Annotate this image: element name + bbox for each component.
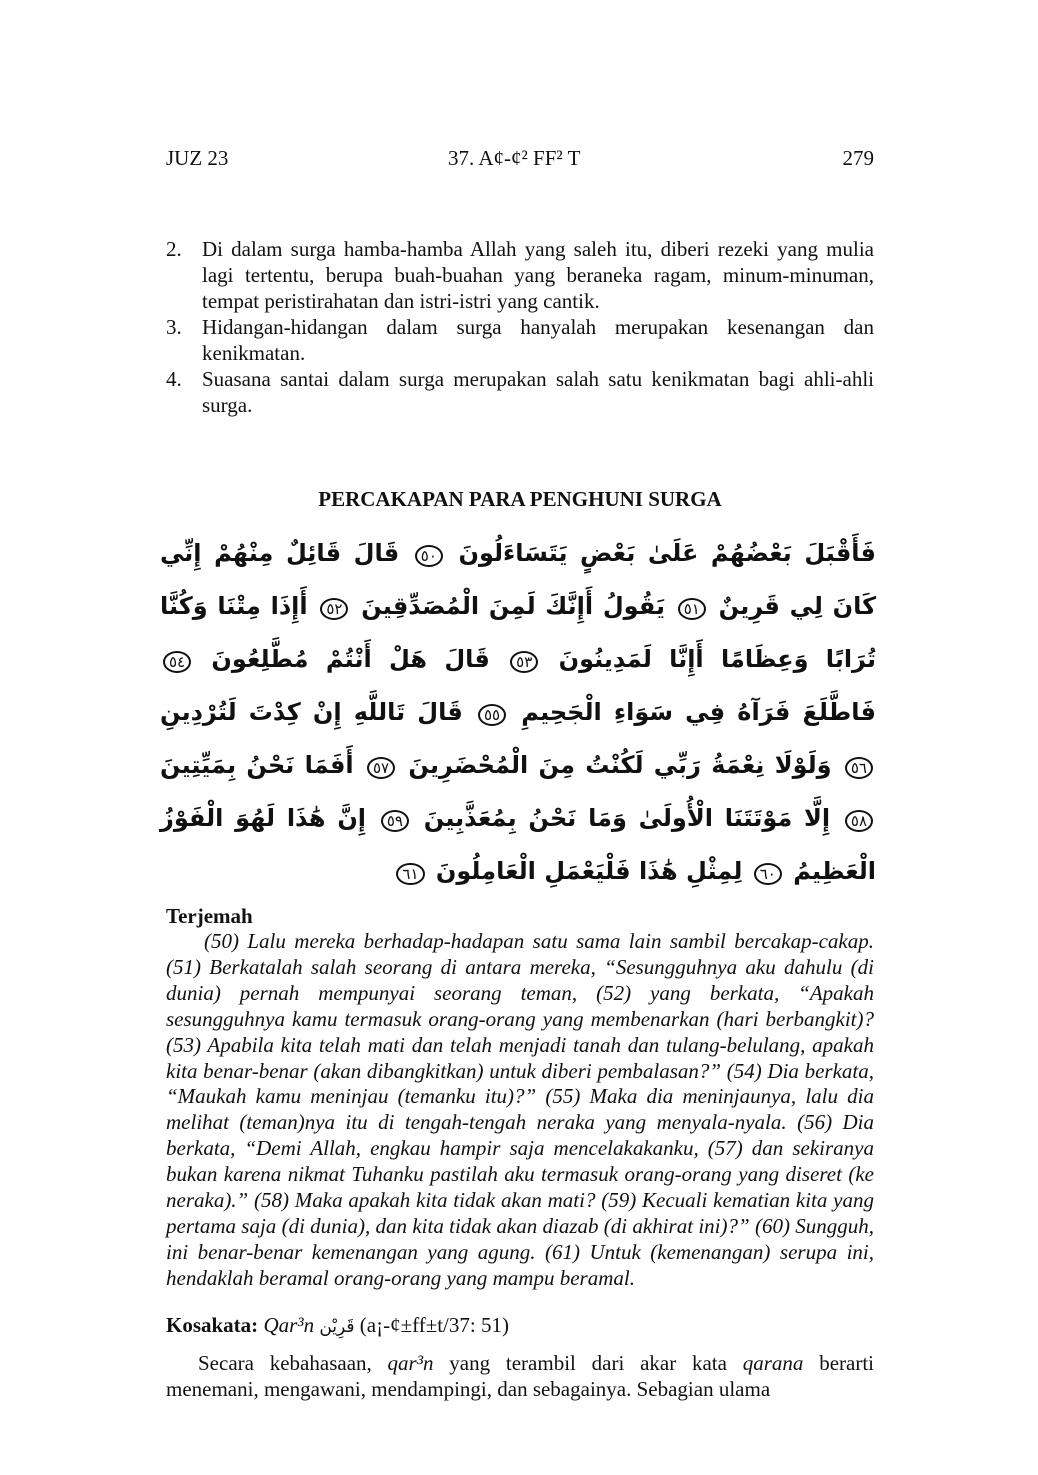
verse-number: ٥٢ (320, 598, 348, 620)
term: qarana (742, 1350, 804, 1375)
verse-number: ٦١ (396, 863, 424, 885)
verse-number: ٦٠ (754, 863, 782, 885)
verse-text: أَفَمَا نَحْنُ بِمَيِّتِينَ (160, 751, 354, 779)
vocabulary-arabic: قَرِيْن (319, 1316, 355, 1337)
verse-number: ٥٦ (845, 757, 873, 779)
item-text: Suasana santai dalam surga merupakan salah satu kenikmatan bagi ahli-ahli surga. (202, 367, 874, 417)
text: Secara kebahasaan, (198, 1350, 372, 1375)
verse-text: لِمِثْلِ (686, 857, 743, 885)
verse-text: فَرَآهُ فِي سَوَاءِ الْجَحِيمِ (521, 698, 791, 726)
translation-body: (50) Lalu mereka berhadap-hadapan satu sama lain sambil bercakap-cakap. (51) Berkatalah salah seorang di antara mereka, “Sesungguhnya aku dahulu (di dunia) pernah mempunyai seorang teman, (52) yang berkata, “Apakah sesungguhnya kamu termasuk orang-orang yang membenarkan (hari berbangkit)? (53) Apabila kita telah mati dan telah menjadi tanah dan tulang-belulang, apakah kita benar-benar (akan dibangkitkan) untuk diberi pembalasan?” (54) Dia berkata, “Maukah kamu meninjau (temanku itu)?” (55) Maka dia meninjaunya, lalu dia melihat (teman)nya itu di tengah-tengah neraka yang menyala-nyala. (56) Dia berkata, “Demi Allah, engkau hampir saja mencelakakanku, (57) dan sekiranya bukan karena nikmat Tuhanku pastilah aku termasuk orang-orang yang diseret (ke neraka).” (58) Maka apakah kita tidak akan mati? (59) Kecuali kematian kita yang pertama saja (di dunia), dan kita tidak akan diazab (di akhirat ini)?” (60) Sungguh, ini benar-benar kemenangan yang agung. (61) Untuk (kemenangan) serupa ini, hendaklah beramal orang-orang yang mampu beramal. (166, 929, 874, 1290)
arabic-line (393, 857, 677, 885)
verse-number: ٥٠ (415, 545, 443, 567)
verse-text: إِلَّا مَوْتَتَنَا الْأُولَىٰ وَمَا نَحْنُ بِمُعَذَّبِينَ (423, 804, 831, 832)
lesson-points (166, 236, 874, 418)
item-text: Hidangan-hidangan dalam surga hanyalah merupakan kesenangan dan kenikmatan. (202, 315, 874, 365)
verse-text: وَلَوْلَا نِعْمَةُ رَبِّي لَكُنْتُ مِنَ الْمُحْضَرِينَ (408, 751, 832, 779)
translation-heading: Terjemah (166, 904, 253, 928)
verse-number: ٥٣ (510, 651, 538, 673)
verse-number: ٥٥ (478, 704, 506, 726)
verse-text: قَالَ هَلْ أَنْتُمْ مُطَّلِعُونَ (211, 645, 490, 673)
verse-text: إِنَّ هَٰذَا لَهُوَ الْفَوْزُ الْعَظِيمُ (160, 804, 876, 885)
verse-text: أَإِذَا مِتْنَا وَكُنَّا تُرَابًا وَعِظَامًا أَإِنَّا لَمَدِينُونَ (160, 592, 877, 673)
verse-number: ٥٨ (845, 810, 873, 832)
arabic-verses (160, 528, 876, 899)
page-header (166, 146, 874, 172)
list-item (166, 366, 874, 418)
verse-text: يَقُولُ أَإِنَّكَ لَمِنَ (488, 592, 665, 620)
list-item (166, 236, 874, 314)
page-number: 279 (842, 146, 874, 170)
verse-number: ٥١ (678, 598, 706, 620)
verse-text: هَٰذَا فَلْيَعْمَلِ الْعَامِلُونَ (435, 857, 678, 885)
vocabulary-term: Qar³n (263, 1312, 315, 1337)
verse-text: فَاطَّلَعَ (802, 698, 877, 726)
text: yang terambil dari akar kata (449, 1350, 727, 1375)
verse-number: ٥٤ (163, 651, 191, 673)
translation-text (166, 929, 874, 1292)
explanation-paragraph (166, 1350, 874, 1402)
text: berarti menemani, mengawani, mendampingi, dan sebagainya. Sebagian ulama (166, 1350, 875, 1401)
item-text: Di dalam surga hamba-hamba Allah yang saleh itu, diberi rezeki yang mulia lagi tertentu, berupa buah-buahan yang beraneka ragam, minum-minuman, tempat peristirahatan dan istri-istri yang cantik. (202, 237, 874, 313)
term: qar³n (387, 1350, 434, 1375)
vocabulary-label: Kosakata: (166, 1312, 259, 1337)
verse-text: الْمُصَدِّقِينَ (361, 592, 480, 620)
item-number: 4. (166, 367, 182, 391)
verse-number: ٥٧ (367, 757, 395, 779)
juz-label: JUZ 23 (166, 146, 229, 170)
verse-text: فَأَقْبَلَ بَعْضُهُمْ عَلَىٰ بَعْضٍ يَتَسَاءَلُونَ (458, 539, 877, 567)
item-number: 3. (166, 315, 182, 339)
surah-title: 37. A¢-¢² FF² T (448, 146, 581, 170)
vocabulary-reference: (a¡-¢±ff±t/37: 51) (359, 1312, 509, 1337)
section-title: PERCAKAPAN PARA PENGHUNI SURGA (318, 487, 722, 511)
verse-text: قَالَ قَائِلٌ مِنْهُمْ إِنِّي كَانَ لِي قَرِينٌ (160, 539, 877, 620)
verse-text: قَالَ تَاللَّهِ إِنْ كِدْتَ لَتُرْدِينِ (160, 698, 463, 726)
content-flow (160, 528, 876, 1402)
item-number: 2. (166, 237, 182, 261)
verse-number: ٥٩ (381, 810, 409, 832)
list-item (166, 314, 874, 366)
vocabulary-line (166, 1312, 874, 1340)
